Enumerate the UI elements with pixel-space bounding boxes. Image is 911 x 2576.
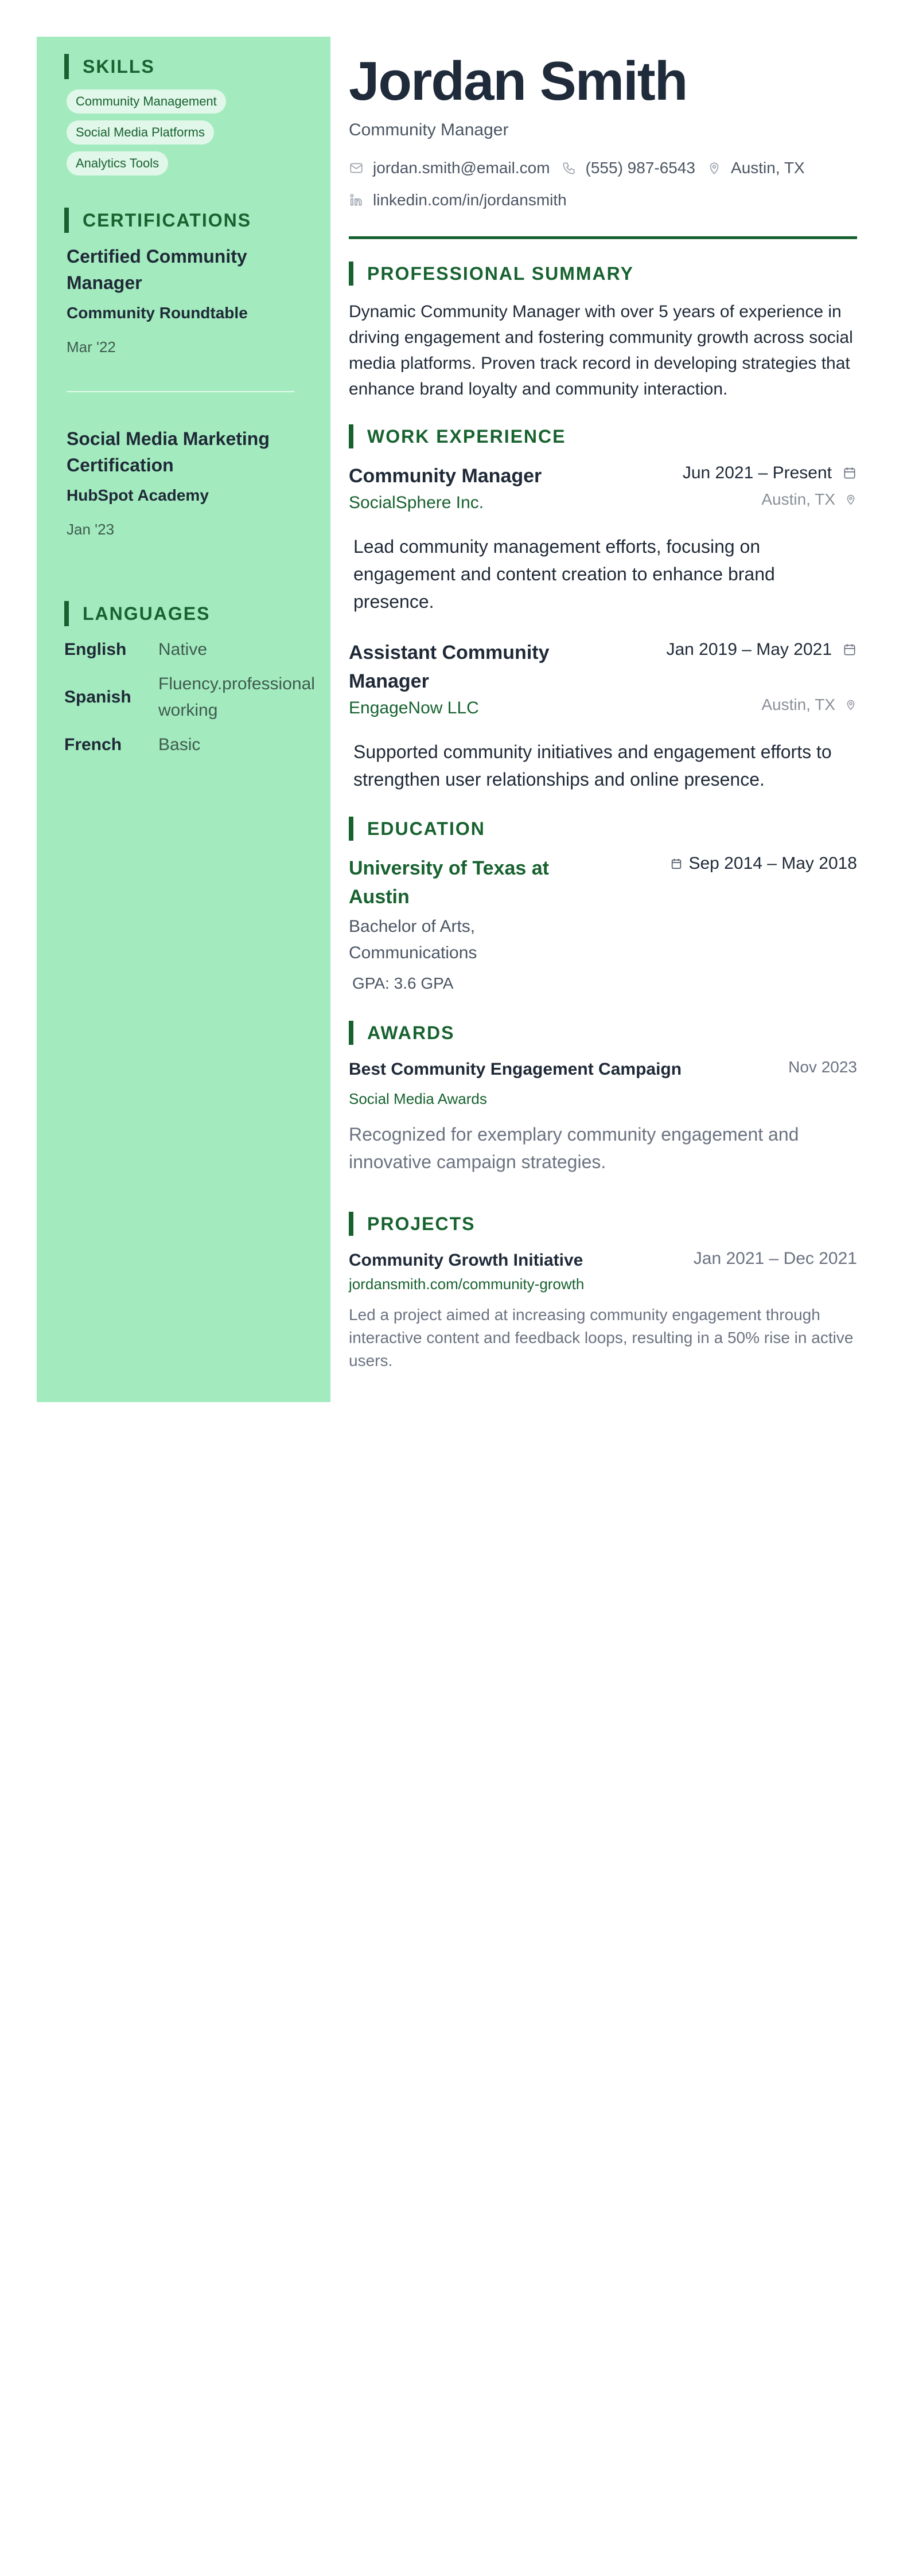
skill-tag: Community Management [67, 89, 226, 114]
language-row [64, 732, 330, 758]
phone-icon [562, 161, 577, 175]
heading-accent-bar [349, 817, 353, 841]
gpa [349, 974, 857, 993]
calendar-icon [670, 856, 683, 871]
calendar-icon [842, 642, 857, 657]
award-date: Nov 2023 [788, 1058, 857, 1076]
certification-issuer: HubSpot Academy [67, 486, 209, 504]
certification-divider [67, 391, 294, 392]
awards-heading: AWARDS [367, 1022, 455, 1043]
sidebar [37, 37, 330, 1402]
education-entry [349, 854, 857, 993]
section-heading [349, 424, 857, 449]
job-dates-text: Jun 2021 – Present [682, 463, 832, 482]
gpa-value: 3.6 GPA [394, 974, 454, 992]
skills-section [64, 54, 330, 175]
location-text: Austin, TX [731, 159, 805, 177]
project-link[interactable]: jordansmith.com/community-growth [349, 1275, 585, 1293]
project-entry [349, 1249, 857, 1372]
location-pin-icon [844, 697, 857, 712]
linkedin-text: linkedin.com/in/jordansmith [373, 191, 567, 209]
resume-page [37, 37, 857, 1402]
summary-text: Dynamic Community Manager with over 5 years of experience in driving engagement and fostering community growth across social media platforms. Proven track record in developing strategies that enhance brand loyalty and community interaction. [349, 302, 853, 399]
awards-section [349, 1020, 857, 1176]
language-name: French [64, 735, 122, 754]
job-dates [683, 462, 857, 485]
certification-name: Certified Community Manager [67, 246, 247, 293]
language-row [64, 671, 330, 724]
resume-header [349, 52, 857, 239]
section-heading [349, 1020, 857, 1045]
language-row [64, 637, 330, 663]
section-heading [349, 261, 857, 286]
summary-section [349, 261, 857, 402]
location-pin-icon [844, 492, 857, 507]
certification-name: Social Media Marketing Certification [67, 428, 270, 475]
skills-list [67, 89, 330, 175]
project-description: Led a project aimed at increasing community engagement through interactive content and feedback loops, resulting in a 50% rise in active users. [349, 1306, 854, 1369]
company-name: EngageNow LLC [349, 698, 479, 717]
projects-section [349, 1211, 857, 1372]
certification-date: Mar '22 [67, 338, 116, 356]
experience-heading: WORK EXPERIENCE [367, 426, 566, 447]
candidate-name: Jordan Smith [349, 50, 687, 112]
certification-item [67, 243, 302, 357]
certifications-heading: CERTIFICATIONS [83, 209, 252, 231]
section-heading [349, 1211, 857, 1236]
language-name: Spanish [64, 688, 131, 707]
heading-accent-bar [64, 601, 69, 626]
certification-date: Jan '23 [67, 521, 115, 538]
job-title: Community Manager [349, 465, 542, 487]
mail-icon [349, 161, 364, 175]
skill-tag: Analytics Tools [67, 151, 168, 175]
heading-accent-bar [349, 424, 353, 448]
skill-tag: Social Media Platforms [67, 120, 214, 145]
language-level: Basic [158, 735, 201, 754]
award-issuer: Social Media Awards [349, 1090, 487, 1107]
certification-issuer: Community Roundtable [67, 304, 248, 322]
school-name: University of Texas at Austin [349, 857, 549, 908]
contact-location [707, 157, 805, 179]
job-dates-text: Jan 2019 – May 2021 [666, 640, 832, 659]
job-description: Lead community management efforts, focusing on engagement and content creation to enhance brand presence. [353, 536, 775, 612]
languages-section [64, 601, 330, 758]
projects-heading: PROJECTS [367, 1213, 476, 1234]
education-dates [670, 854, 857, 873]
summary-heading: PROFESSIONAL SUMMARY [367, 263, 634, 284]
languages-heading: LANGUAGES [83, 603, 211, 624]
job-entry [349, 462, 857, 615]
location-pin-icon [707, 161, 722, 175]
job-entry [349, 638, 857, 793]
education-dates-text: Sep 2014 – May 2018 [688, 854, 857, 873]
contact-linkedin[interactable] [349, 189, 846, 211]
section-heading [64, 208, 330, 233]
certification-item [67, 426, 302, 539]
heading-accent-bar [64, 208, 69, 233]
award-description: Recognized for exemplary community engagement and innovative campaign strategies. [349, 1124, 799, 1172]
job-location-text: Austin, TX [761, 696, 835, 713]
contact-phone[interactable] [562, 157, 695, 179]
email-text: jordan.smith@email.com [373, 159, 550, 177]
skills-heading: SKILLS [83, 56, 155, 77]
degree: Bachelor of Arts, Communications [349, 917, 477, 962]
award-entry [349, 1058, 857, 1176]
award-title: Best Community Engagement Campaign [349, 1060, 682, 1079]
heading-accent-bar [349, 1212, 353, 1236]
job-location-text: Austin, TX [761, 490, 835, 508]
job-location [761, 696, 857, 714]
main-content [349, 37, 857, 1372]
gpa-label: GPA: [352, 974, 390, 992]
job-dates [666, 638, 857, 661]
candidate-role: Community Manager [349, 120, 509, 139]
language-level: Native [158, 640, 208, 659]
calendar-icon [842, 466, 857, 481]
experience-section [349, 424, 857, 793]
header-divider [349, 236, 857, 239]
heading-accent-bar [349, 1021, 353, 1045]
section-heading [64, 54, 330, 79]
phone-text: (555) 987-6543 [585, 159, 696, 177]
heading-accent-bar [349, 261, 353, 286]
company-name: SocialSphere Inc. [349, 493, 484, 512]
section-heading [64, 601, 330, 626]
contact-email[interactable] [349, 157, 550, 179]
project-title: Community Growth Initiative [349, 1251, 583, 1270]
contact-list [349, 157, 857, 211]
certifications-section [64, 208, 330, 539]
linkedin-icon [349, 193, 364, 208]
section-heading [349, 816, 857, 841]
language-name: English [64, 640, 127, 659]
job-description: Supported community initiatives and engagement efforts to strengthen user relationships and online presence. [353, 741, 832, 790]
job-location [761, 490, 857, 509]
heading-accent-bar [64, 54, 69, 79]
education-heading: EDUCATION [367, 818, 485, 839]
language-level: Fluency.professional working [158, 674, 315, 720]
job-title: Assistant Community Manager [349, 642, 550, 692]
project-dates: Jan 2021 – Dec 2021 [693, 1249, 857, 1268]
education-section [349, 816, 857, 993]
